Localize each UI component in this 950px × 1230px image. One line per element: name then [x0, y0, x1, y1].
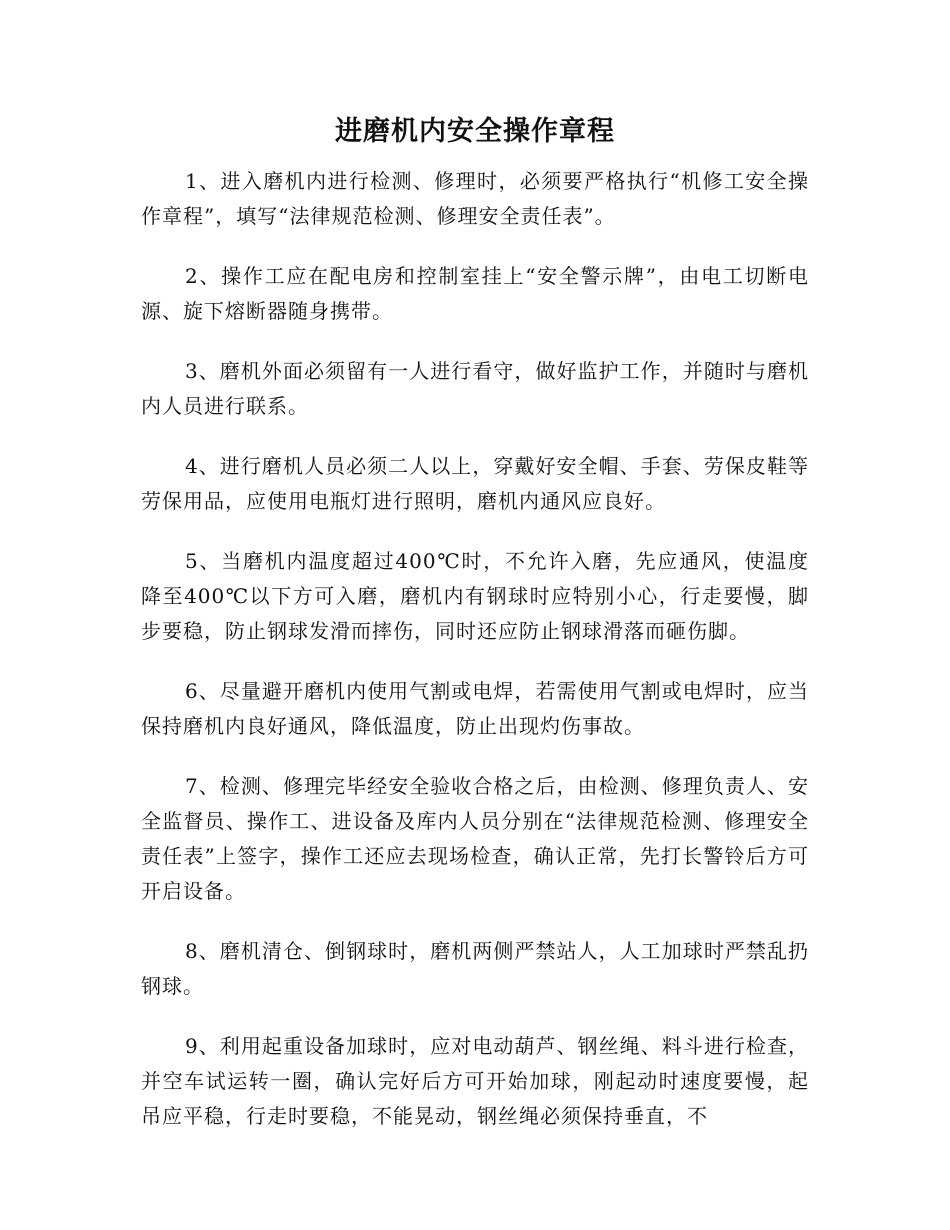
document-body: [141, 164, 809, 1159]
paragraph-3: 3、磨机外面必须留有一人进行看守，做好监护工作，并随时与磨机内人员进行联系。: [141, 359, 809, 418]
paragraph-5: 5、当磨机内温度超过400℃时，不允许入磨，先应通风，使温度降至400℃以下方可入磨，磨机内有钢球时应特别小心，行走要慢，脚步要稳，防止钢球发滑而摔伤，同时还应防止钢球滑落而砸伤脚。: [141, 549, 809, 643]
paragraph-9: 9、利用起重设备加球时，应对电动葫芦、钢丝绳、料斗进行检查，并空车试运转一圈，确认完好后方可开始加球，刚起动时速度要慢，起吊应平稳，行走时要稳，不能晃动，钢丝绳必须保持垂直，不: [141, 1034, 809, 1128]
paragraph-1: 1、进入磨机内进行检测、修理时，必须要严格执行“机修工安全操作章程”，填写“法律规范检测、修理安全责任表”。: [141, 169, 809, 228]
paragraph-2: 2、操作工应在配电房和控制室挂上“安全警示牌”，由电工切断电源、旋下熔断器随身携带。: [141, 264, 809, 323]
paragraph-4: 4、进行磨机人员必须二人以上，穿戴好安全帽、手套、劳保皮鞋等劳保用品，应使用电瓶灯进行照明，磨机内通风应良好。: [141, 454, 809, 513]
paragraph-8: 8、磨机清仓、倒钢球时，磨机两侧严禁站人，人工加球时严禁乱扔钢球。: [141, 939, 809, 998]
paragraph-7: 7、检测、修理完毕经安全验收合格之后，由检测、修理负责人、安全监督员、操作工、进设备及库内人员分别在“法律规范检测、修理安全责任表”上签字，操作工还应去现场检查，确认正常，先打长警铃后方可开启设备。: [141, 774, 809, 903]
paragraph-6: 6、尽量避开磨机内使用气割或电焊，若需使用气割或电焊时，应当保持磨机内良好通风，降低温度，防止出现灼伤事故。: [141, 679, 809, 738]
page-title: 进磨机内安全操作章程: [335, 116, 615, 147]
